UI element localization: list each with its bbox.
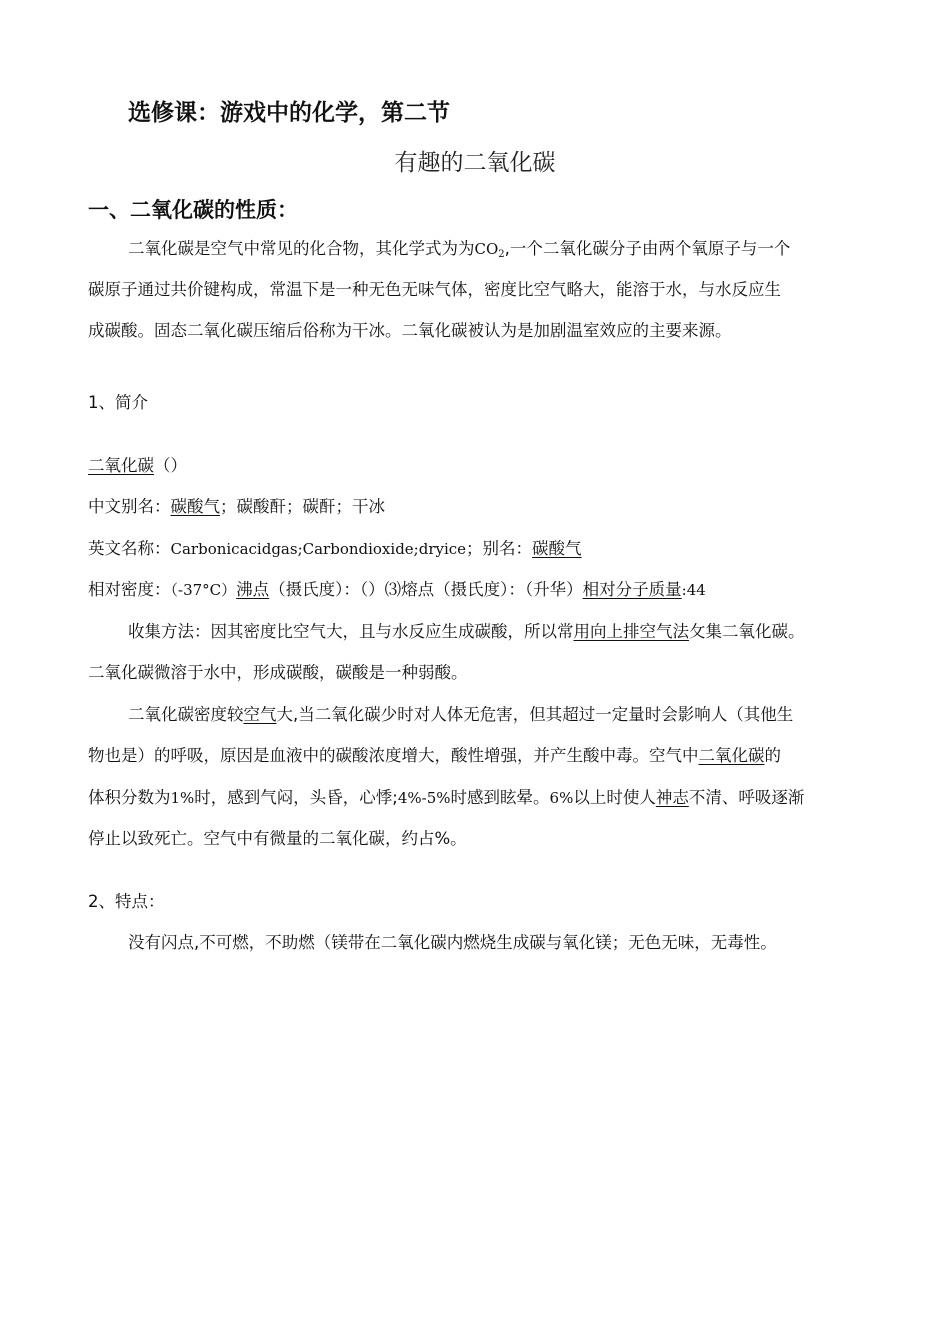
intro-line-2: 碳原子通过共价键构成，常温下是一种无色无味气体，密度比空气略大，能溶于水，与水反应生 <box>88 280 781 299</box>
carbonic-acid-gas-link[interactable]: 碳酸气 <box>170 497 220 516</box>
en-name-value: Carbonicacidgas;Carbondioxide;dryice <box>170 540 467 558</box>
collect-line-2: 二氧化碳微溶于水中，形成碳酸，碳酸是一种弱酸。 <box>88 663 468 682</box>
english-name-line <box>88 538 582 560</box>
subsection-features-heading: 2、特点： <box>88 892 165 911</box>
density-label: 相对密度： <box>88 580 171 599</box>
percent-1: 1% <box>170 789 195 807</box>
collect-text: 收集方法：因其密度比空气大，且与水反应生成碳酸，所以常 <box>128 622 574 641</box>
co2-formula: CO <box>474 240 499 258</box>
danger-text: 以上时使人 <box>573 788 656 807</box>
document-title: 选修课：游戏中的化学，第二节 <box>128 100 450 126</box>
intro-line-3: 成碳酸。固态二氧化碳压缩后俗称为干冰。二氧化碳被认为是加剧温室效应的主要来源。 <box>88 321 732 340</box>
boiling-point-link[interactable]: 沸点 <box>236 580 270 599</box>
features-text: 没有闪点,不可燃，不助燃（镁带在二氧化碳内燃烧生成碳与氧化镁；无色无味，无毒性。 <box>128 933 777 952</box>
co2-subscript: 2 <box>498 249 505 260</box>
danger-text: 大,当二氧化碳少时对人体无危害，但其超过一定量时会影响人（其他生 <box>276 705 794 724</box>
molecular-weight-value: :44 <box>681 581 706 599</box>
danger-line-2 <box>88 745 781 767</box>
percent-4-5: 4%-5% <box>397 789 451 807</box>
density-text: （摄氏度）：（）⑶熔点（摄氏度）：（升华） <box>269 580 583 599</box>
chinese-alias-line <box>88 496 385 518</box>
danger-line-1 <box>128 704 793 726</box>
danger-text: 的 <box>764 746 781 765</box>
danger-text: 时，感到气闷，头昏，心悸; <box>194 788 398 807</box>
intro-line-1 <box>128 238 790 266</box>
co2-name-link[interactable]: 二氧化碳 <box>88 456 154 475</box>
danger-line-3 <box>88 787 804 809</box>
danger-text: 时感到眩晕。 <box>450 788 550 807</box>
alias-value-link[interactable]: 碳酸气 <box>532 539 582 558</box>
danger-text: 不清、呼吸逐渐 <box>688 788 805 807</box>
percent-6: 6% <box>549 789 574 807</box>
molecular-weight-link[interactable]: 相对分子质量 <box>582 580 682 599</box>
density-temp: （-37°C） <box>170 581 237 599</box>
danger-text: 体积分数为 <box>88 788 171 807</box>
cn-alias-label: 中文别名： <box>88 497 171 516</box>
collect-line-1 <box>128 621 805 643</box>
name-paren: （） <box>154 456 187 475</box>
en-name-label: 英文名称： <box>88 539 171 558</box>
en-name-separator: ； <box>466 539 483 558</box>
intro-text: 二氧化碳是空气中常见的化合物，其化学式为为 <box>128 239 475 258</box>
danger-text: 物也是）的呼吸，原因是血液中的碳酸浓度增大，酸性增强，并产生酸中毒。空气中 <box>88 746 699 765</box>
danger-line-4: 停止以致死亡。空气中有微量的二氧化碳，约占%。 <box>88 829 467 848</box>
alias-label: 别名： <box>482 539 533 558</box>
upward-air-displacement-link[interactable]: 用向上排空气法 <box>573 622 689 641</box>
air-link[interactable]: 空气 <box>243 705 277 724</box>
subsection-intro-heading: 1、简介 <box>88 393 148 412</box>
document-subtitle: 有趣的二氧化碳 <box>394 150 556 176</box>
collect-text: 攵集二氧化碳。 <box>689 622 805 641</box>
consciousness-link[interactable]: 神志 <box>655 788 689 807</box>
intro-text: ,一个二氧化碳分子由两个氧原子与一个 <box>504 239 791 258</box>
co2-link[interactable]: 二氧化碳 <box>698 746 765 765</box>
section-heading-properties: 一、二氧化碳的性质： <box>88 198 298 222</box>
cn-alias-rest: ；碳酸酐；碳酐；干冰 <box>220 497 385 516</box>
density-line <box>88 579 706 601</box>
danger-text: 二氧化碳密度较 <box>128 705 244 724</box>
name-line <box>88 455 187 477</box>
